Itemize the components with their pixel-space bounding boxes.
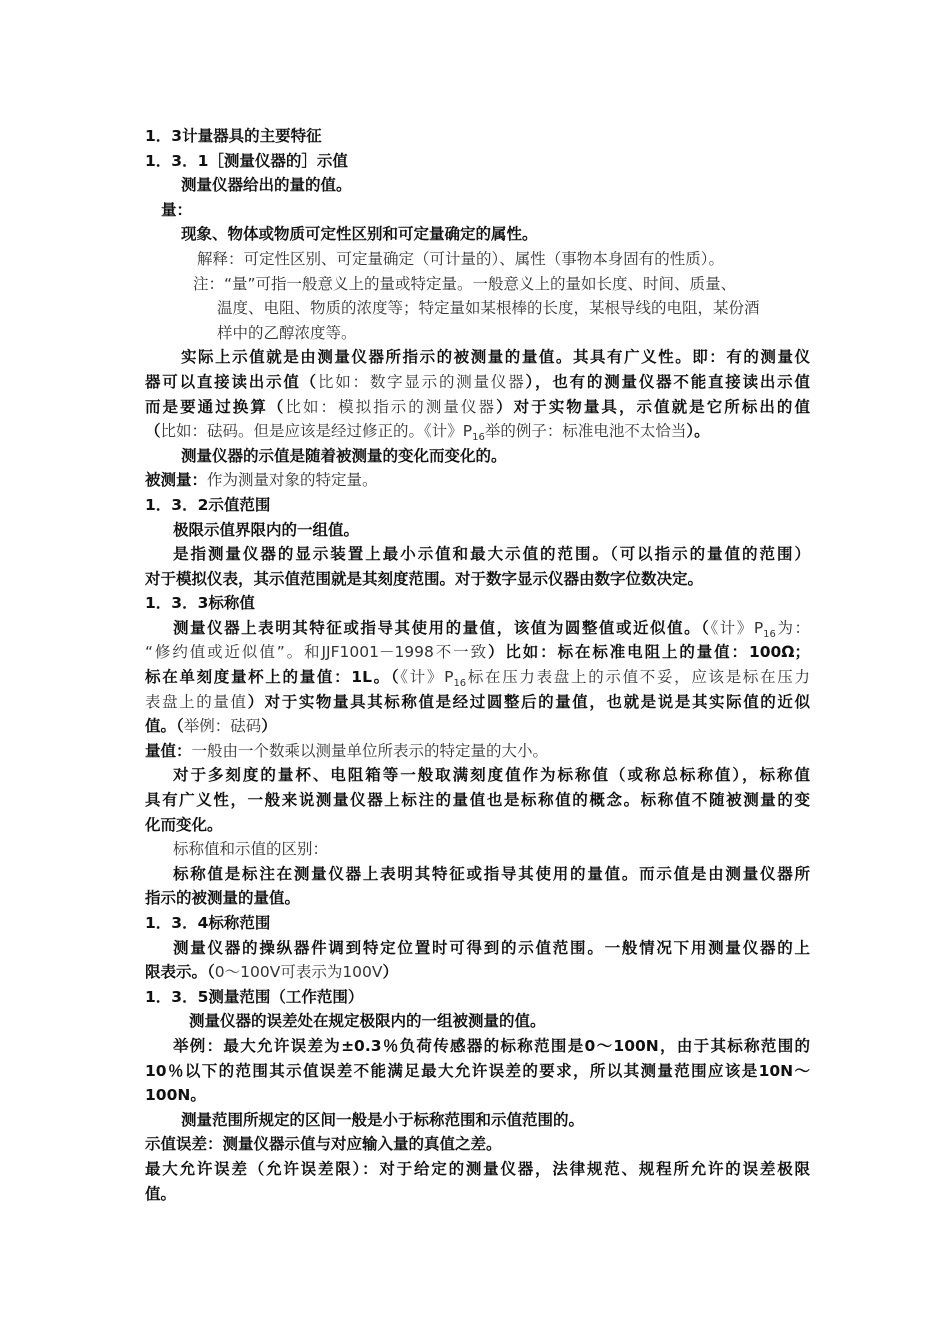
example-line-3: 100N。 bbox=[145, 1086, 206, 1105]
indication-definition: 测量仪器给出的量的值。 bbox=[181, 176, 352, 195]
multi-scale-line-2: 具有广义性，一般来说测量仪器上标注的量值也是标称值的概念。标称值不随被测量的变 bbox=[145, 791, 810, 810]
text-run: “修约值或近似值”。和JJF1001－1998不一致 bbox=[145, 643, 488, 662]
difference-line-2: 指示的被测量的量值。 bbox=[145, 889, 301, 908]
measuring-range-note: 测量范围所规定的区间一般是小于标称范围和示值范围的。 bbox=[181, 1110, 585, 1129]
text-run: ）。 bbox=[686, 422, 710, 441]
example-line-2: 10％以下的范围其示值误差不能满足最大允许误差的要求，所以其测量范围应该是10N～ bbox=[145, 1061, 810, 1080]
text-run: ）对于实物量具其标称值是经过圆整后的量值，也就是说是其实际值的近似 bbox=[247, 692, 810, 711]
quantity-label: 量： bbox=[161, 200, 193, 219]
text-run: 比如：数字显示的测量仪器 bbox=[317, 372, 526, 391]
section-heading-1-3-2: 1．3．2示值范围 bbox=[145, 495, 271, 514]
text-run: 标在单刻度量杯上的量值：1L。（ bbox=[145, 668, 401, 687]
difference-heading: 标称值和示值的区别： bbox=[173, 840, 329, 859]
text-run: 比如：模拟指示的测量仪器 bbox=[285, 397, 497, 416]
note-line-3: 样中的乙醇浓度等。 bbox=[217, 323, 357, 342]
quantity-definition: 现象、物体或物质可定性区别和可定量确定的属性。 bbox=[181, 225, 538, 244]
nominal-line-2 bbox=[145, 640, 810, 665]
paragraph-indication-varies: 测量仪器的示值是随着被测量的变化而变化的。 bbox=[181, 446, 507, 465]
term-definition: 一般由一个数乘以测量单位所表示的特定量的大小。 bbox=[191, 741, 549, 760]
range-definition: 极限示值界限内的一组值。 bbox=[173, 520, 360, 539]
section-heading-1-3-4: 1．3．4标称范围 bbox=[145, 914, 271, 932]
mpe-line-1: 最大允许误差（允许误差限）：对于给定的测量仪器，法律规范、规程所允许的误差极限 bbox=[145, 1159, 810, 1178]
indication-error-definition: 示值误差：测量仪器示值与对应输入量的真值之差。 bbox=[145, 1135, 502, 1154]
text-run: ）比如：标在标准电阻上的量值：100Ω； bbox=[487, 643, 810, 662]
nominal-line-1 bbox=[145, 616, 810, 641]
subscript: 16 bbox=[763, 628, 776, 640]
term-definition: 作为测量对象的特定量。 bbox=[207, 471, 378, 490]
text-run: ） bbox=[382, 963, 399, 982]
multi-scale-line-1: 对于多刻度的量杯、电阻箱等一般取满刻度值作为标称值（或称总标称值），标称值 bbox=[173, 766, 810, 785]
measuring-range-definition: 测量仪器的误差处在规定极限内的一组被测量的值。 bbox=[189, 1012, 546, 1031]
text-run: 值。（ bbox=[145, 717, 184, 736]
section-heading-1-3: 1．3计量器具的主要特征 bbox=[145, 127, 322, 145]
nominal-range-line-1: 测量仪器的操纵器件调到特定位置时可得到的示值范围。一般情况下用测量仪器的上 bbox=[173, 938, 810, 957]
text-run: 表盘上的量值 bbox=[145, 692, 248, 711]
paragraph-indication-line-1: 实际上示值就是由测量仪器所指示的被测量的量值。其具有广义性。即：有的测量仪 bbox=[181, 348, 810, 367]
text-run: 举例：砝码 bbox=[183, 717, 262, 736]
paragraph-indication-line-4 bbox=[145, 419, 810, 444]
text-run: 限表示。（ bbox=[145, 963, 215, 982]
text-run: 《计》P bbox=[710, 618, 764, 637]
text-run: 而是要通过换算（ bbox=[145, 397, 286, 416]
nominal-range-line-2 bbox=[145, 960, 810, 985]
section-heading-1-3-5: 1．3．5测量范围（工作范围） bbox=[145, 987, 364, 1006]
text-run: ），也有的测量仪器不能直接读出示值 bbox=[525, 372, 810, 391]
text-run: 器可以直接读出示值（ bbox=[145, 372, 318, 391]
text-run: 《计》P bbox=[400, 668, 454, 687]
text-run: 标在压力表盘上的示值不妥，应该是标在压力 bbox=[466, 668, 810, 687]
note-line-1: 注：“量”可指一般意义上的量或特定量。一般意义上的量如长度、时间、质量、 bbox=[193, 274, 737, 293]
text-run: 0～100V可表示为100V bbox=[214, 963, 383, 982]
measurand-definition bbox=[145, 468, 810, 493]
nominal-line-5 bbox=[145, 714, 810, 739]
subscript: 16 bbox=[472, 432, 485, 444]
text-run: 比如：砝码。但是应该是经过修正的。《计》P bbox=[160, 422, 473, 441]
difference-line-1: 标称值是标注在测量仪器上表明其特征或指导其使用的量值。而示值是由测量仪器所 bbox=[173, 864, 810, 883]
text-run: 测量仪器上表明其特征或指导其使用的量值，该值为圆整值或近似值。（ bbox=[173, 618, 711, 637]
note-line-2: 温度、电阻、物质的浓度等；特定量如某根棒的长度，某根导线的电阻，某份酒 bbox=[217, 299, 760, 318]
range-line-1: 是指测量仪器的显示装置上最小示值和最大示值的范围。（可以指示的量值的范围） bbox=[173, 545, 810, 564]
term-label: 量值： bbox=[145, 741, 192, 760]
section-heading-1-3-1: 1．3．1［测量仪器的］示值 bbox=[145, 151, 348, 170]
text-run: 为： bbox=[775, 618, 810, 637]
text-run: （ bbox=[145, 422, 161, 441]
example-line-1: 举例：最大允许误差为±0.3％负荷传感器的标称范围是0～100N，由于其标称范围的 bbox=[173, 1036, 810, 1055]
paragraph-indication-line-3 bbox=[145, 395, 810, 420]
nominal-line-4 bbox=[145, 690, 810, 715]
text-run: ）对于实物量具，示值就是它所标出的值 bbox=[496, 397, 810, 416]
paragraph-indication-line-2 bbox=[145, 370, 810, 395]
quantity-value-definition bbox=[145, 739, 810, 764]
document-body bbox=[145, 124, 810, 1206]
explanation-line: 解释：可定性区别、可定量确定（可计量的）、属性（事物本身固有的性质）。 bbox=[197, 249, 725, 268]
range-line-2: 对于模拟仪表，其示值范围就是其刻度范围。对于数字显示仪器由数字位数决定。 bbox=[145, 569, 704, 588]
text-run: 举的例子：标准电池不太恰当 bbox=[484, 422, 687, 441]
term-label: 被测量： bbox=[145, 471, 208, 490]
multi-scale-line-3: 化而变化。 bbox=[145, 815, 223, 834]
section-heading-1-3-3: 1．3．3标称值 bbox=[145, 594, 255, 613]
subscript: 16 bbox=[453, 678, 467, 690]
mpe-line-2: 值。 bbox=[145, 1184, 177, 1203]
nominal-line-3 bbox=[145, 665, 810, 690]
text-run: ） bbox=[261, 717, 277, 736]
